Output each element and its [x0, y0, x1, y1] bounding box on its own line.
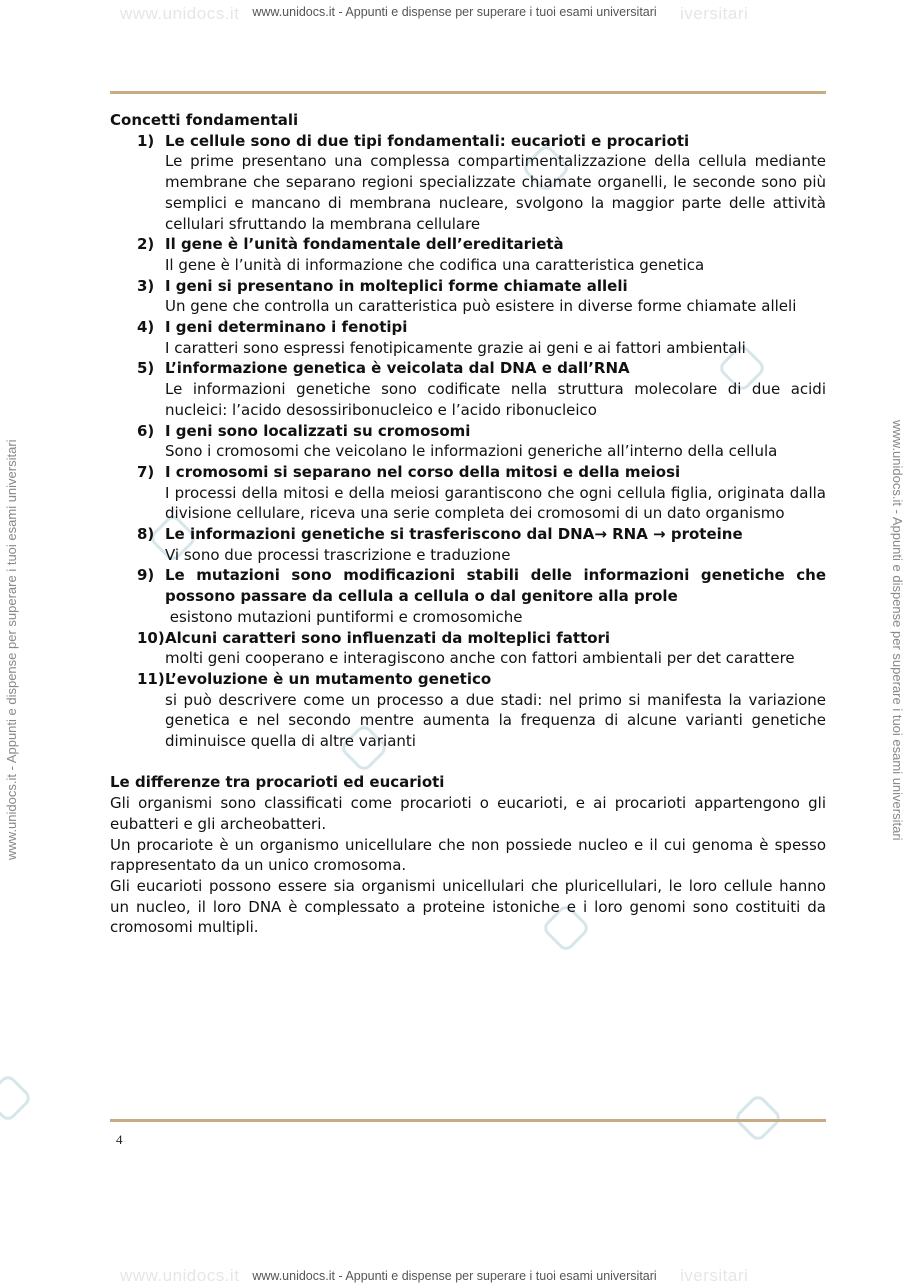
item-number: 3): [137, 276, 155, 295]
item-number: 7): [137, 462, 155, 481]
page-number: 4: [116, 1132, 123, 1147]
item-number: 11): [137, 669, 165, 688]
item-title: L’evoluzione è un mutamento genetico: [165, 669, 492, 688]
item-number: 8): [137, 525, 155, 544]
document-body: [110, 110, 826, 938]
item-body: Il gene è l’unità di informazione che codifica una caratteristica genetica: [165, 255, 705, 274]
list-item: [110, 462, 826, 524]
list-item: [110, 565, 826, 627]
list-item: [110, 358, 826, 420]
watermark-ghost-top-right: iversitari: [680, 4, 749, 23]
item-body: I processi della mitosi e della meiosi garantiscono che ogni cellula figlia, originata dalla divisione cellulare, riceva una serie completa dei cromosomi di un dato organismo: [165, 483, 826, 523]
item-body: Sono i cromosomi che veicolano le informazioni generiche all’interno della cellula: [165, 442, 778, 461]
item-title: Le mutazioni sono modificazioni stabili delle informazioni genetiche che possono passare da cellula a cellula o dal genitore alla prole: [165, 566, 826, 606]
footer-watermark: www.unidocs.it - Appunti e dispense per superare i tuoi esami universitari: [252, 1269, 657, 1283]
item-number: 4): [137, 318, 155, 337]
watermark-ghost-bottom-left: www.unidocs.it: [120, 1266, 240, 1285]
list-item: [110, 628, 826, 669]
concepts-list: [110, 131, 826, 752]
watermark-ghost-top-left: www.unidocs.it: [120, 4, 240, 23]
item-number: 2): [137, 235, 155, 254]
item-number: 1): [137, 131, 155, 150]
watermark-logo: [733, 1093, 784, 1144]
item-body: Le informazioni genetiche sono codificate nella struttura molecolare di due acidi nucleici: l’acido desossiribonucleico e l’acido ribonucleico: [165, 380, 826, 419]
item-body: molti geni cooperano e interagiscono anche con fattori ambientali per det carattere: [165, 649, 795, 668]
list-item: [110, 669, 826, 752]
section-differences: [110, 772, 826, 938]
list-item: [110, 421, 826, 462]
side-watermark-right: www.unidocs.it - Appunti e dispense per superare i tuoi esami universitari: [890, 420, 905, 841]
item-body: Un gene che controlla un caratteristica può esistere in diverse forme chiamate alleli: [165, 297, 797, 316]
list-item: [110, 317, 826, 358]
item-number: 5): [137, 359, 155, 378]
list-item: [110, 131, 826, 235]
item-number: 9): [137, 566, 155, 585]
item-title: I geni determinano i fenotipi: [165, 318, 408, 337]
top-rule: [110, 91, 826, 94]
header-watermark: www.unidocs.it - Appunti e dispense per superare i tuoi esami universitari: [252, 5, 657, 19]
item-body: I caratteri sono espressi fenotipicamente grazie ai geni e ai fattori ambientali: [165, 338, 746, 357]
item-title: Alcuni caratteri sono influenzati da molteplici fattori: [165, 628, 611, 647]
item-body: si può descrivere come un processo a due stadi: nel primo si manifesta la variazione genetica e nel secondo mentre aumenta la frequenza di alcune varianti genetiche diminuisce quella di altre varianti: [165, 690, 826, 751]
item-title: I cromosomi si separano nel corso della mitosi e della meiosi: [165, 462, 681, 481]
list-item: [110, 276, 826, 317]
item-body: esistono mutazioni puntiformi e cromosomiche: [165, 607, 523, 626]
item-title: Le cellule sono di due tipi fondamentali: eucarioti e procarioti: [165, 131, 690, 150]
watermark-logo: [0, 1073, 33, 1124]
paragraph: Un procariote è un organismo unicellulare che non possiede nucleo e il cui genoma è spesso rappresentato da un unico cromosoma.: [110, 835, 826, 875]
item-body: Vi sono due processi trascrizione e traduzione: [165, 545, 511, 564]
item-title: I geni si presentano in molteplici forme chiamate alleli: [165, 276, 628, 295]
list-item: [110, 524, 826, 565]
bottom-rule: [110, 1119, 826, 1122]
item-title: Le informazioni genetiche si trasferiscono dal DNA→ RNA → proteine: [165, 525, 743, 544]
side-watermark-left: www.unidocs.it - Appunti e dispense per superare i tuoi esami universitari: [4, 439, 19, 860]
paragraph: Gli eucarioti possono essere sia organismi unicellulari che pluricellulari, le loro cellule hanno un nucleo, il loro DNA è complessato a proteine istoniche e i loro genomi sono costituiti da cromosomi multipli.: [110, 877, 826, 937]
item-title: L’informazione genetica è veicolata dal DNA e dall’RNA: [165, 359, 630, 378]
item-title: Il gene è l’unità fondamentale dell’ereditarietà: [165, 235, 564, 254]
section-heading-differences: Le differenze tra procarioti ed eucarioti: [110, 773, 445, 792]
item-number: 10): [137, 628, 165, 647]
item-body: Le prime presentano una complessa compartimentalizzazione della cellula mediante membrane che separano regioni specializzate chiamate organelli, le seconde sono più semplici e mancano di membrana nucleare, svolgono la maggior parte delle attività cellulari sfruttando la membrana cellulare: [165, 152, 826, 233]
list-item: [110, 234, 826, 275]
item-title: I geni sono localizzati su cromosomi: [165, 421, 471, 440]
watermark-ghost-bottom-right: iversitari: [680, 1266, 749, 1285]
paragraph: Gli organismi sono classificati come procarioti o eucarioti, e ai procarioti appartengono gli eubatteri e gli archeobatteri.: [110, 794, 826, 833]
section-heading-concepts: Concetti fondamentali: [110, 111, 299, 129]
item-number: 6): [137, 421, 155, 440]
